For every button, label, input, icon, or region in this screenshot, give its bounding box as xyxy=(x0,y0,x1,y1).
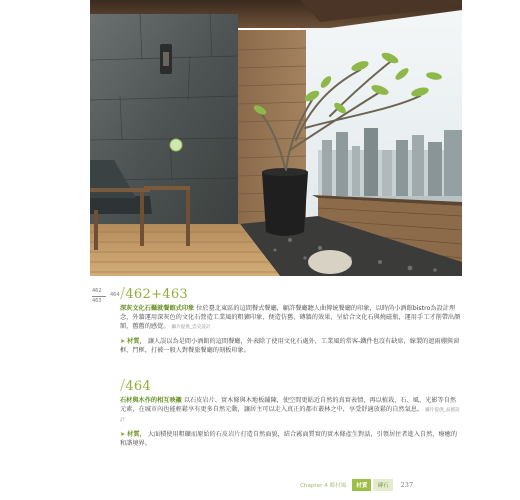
index-top-number: 462 xyxy=(92,288,102,294)
entry-body xyxy=(120,304,462,333)
arrow-icon: ➤ xyxy=(120,337,126,345)
note-text: 大面積使用粗礦而原始的石皮岩片打造自然面貌，結合霧面質實的實木條產生對話，引領居住者進入自然、療癒的和諧境界。 xyxy=(120,430,458,447)
balcony-photo xyxy=(90,0,462,276)
entry-title: 深灰文化石攝就餐館式印象 xyxy=(120,305,195,312)
stone-boulder xyxy=(308,250,352,274)
section-tag-materials: 材質 xyxy=(352,479,371,491)
entry-462-463 xyxy=(120,286,462,355)
entry-number-heading: /464 xyxy=(120,376,152,394)
photo-credit: 攝片提供_品德設計 xyxy=(120,408,460,424)
entry-note: ➤ 材質， 大面積使用粗礦而原始的石皮岩片打造自然面貌，結合霧面質實的實木條產生對話，引領居住者進入自然、療癒的和諧境界。 xyxy=(120,430,458,447)
chapter-label: Chapter 4 鄉村風 xyxy=(300,483,347,489)
entry-body-text: 以石皮岩片、實木條與木地板鋪陳，使空間更貼近自然的真實表情，再以植栽、石、風、光影等自然元素，在城市內也能輕鬆享有更多自然元動，讓居主可以走入真正的都市叢林之中，享受舒適放鬆的自然氣息。 xyxy=(120,397,457,414)
section-tag-brick-stone: 磚石 xyxy=(373,479,392,491)
index-bottom-number: 463 xyxy=(92,298,102,304)
entry-number: 462+463 xyxy=(125,287,188,302)
photo-credit: 攝片提供_雲尖設計 xyxy=(171,325,211,331)
entry-number-heading: /462+463 xyxy=(120,284,188,302)
page-number: 237 xyxy=(400,481,414,489)
note-label: 材質 xyxy=(127,430,140,438)
index-right-number: 464 xyxy=(110,292,120,298)
sign-badge xyxy=(170,139,182,151)
entry-number: 464 xyxy=(125,379,152,394)
entry-464 xyxy=(120,378,462,448)
entry-title: 石材與木作的相互映襯 xyxy=(120,397,182,404)
entry-body-text: 位於臺北東區的這間餐式餐廳，顧許餐廳聽人曲傳統餐廳的印象，以時尚小酒館bistro為設計理念，外牆運用深灰色的文化石營造工業風的粗獷印象，便造仿舊、磚牆的效果，呈給合文化石與燒磁瓶，運用手工才削帶出顏額，舊舊的感覺。 xyxy=(120,305,461,331)
black-planter xyxy=(262,172,308,236)
arrow-icon: ➤ xyxy=(120,430,126,438)
page-footer xyxy=(300,478,470,492)
note-label: 材質 xyxy=(127,337,140,345)
entry-note: ➤ 材質， 讓人誤以為是間小酒館的這間餐廳，外表除了使用文化石處外，工業風的常客-鐵件也沒有缺席，線製的遮雨棚與窗框、門框，打被一般人對餐旅餐廳的刻板印象。 xyxy=(120,337,460,354)
entry-body xyxy=(120,396,462,426)
note-text: 讓人誤以為是間小酒館的這間餐廳，外表除了使用文化石處外，工業風的常客-鐵件也沒有缺席，線製的遮雨棚與窗框、門框，打被一般人對餐旅餐廳的刻板印象。 xyxy=(120,337,460,354)
side-index xyxy=(92,288,120,305)
